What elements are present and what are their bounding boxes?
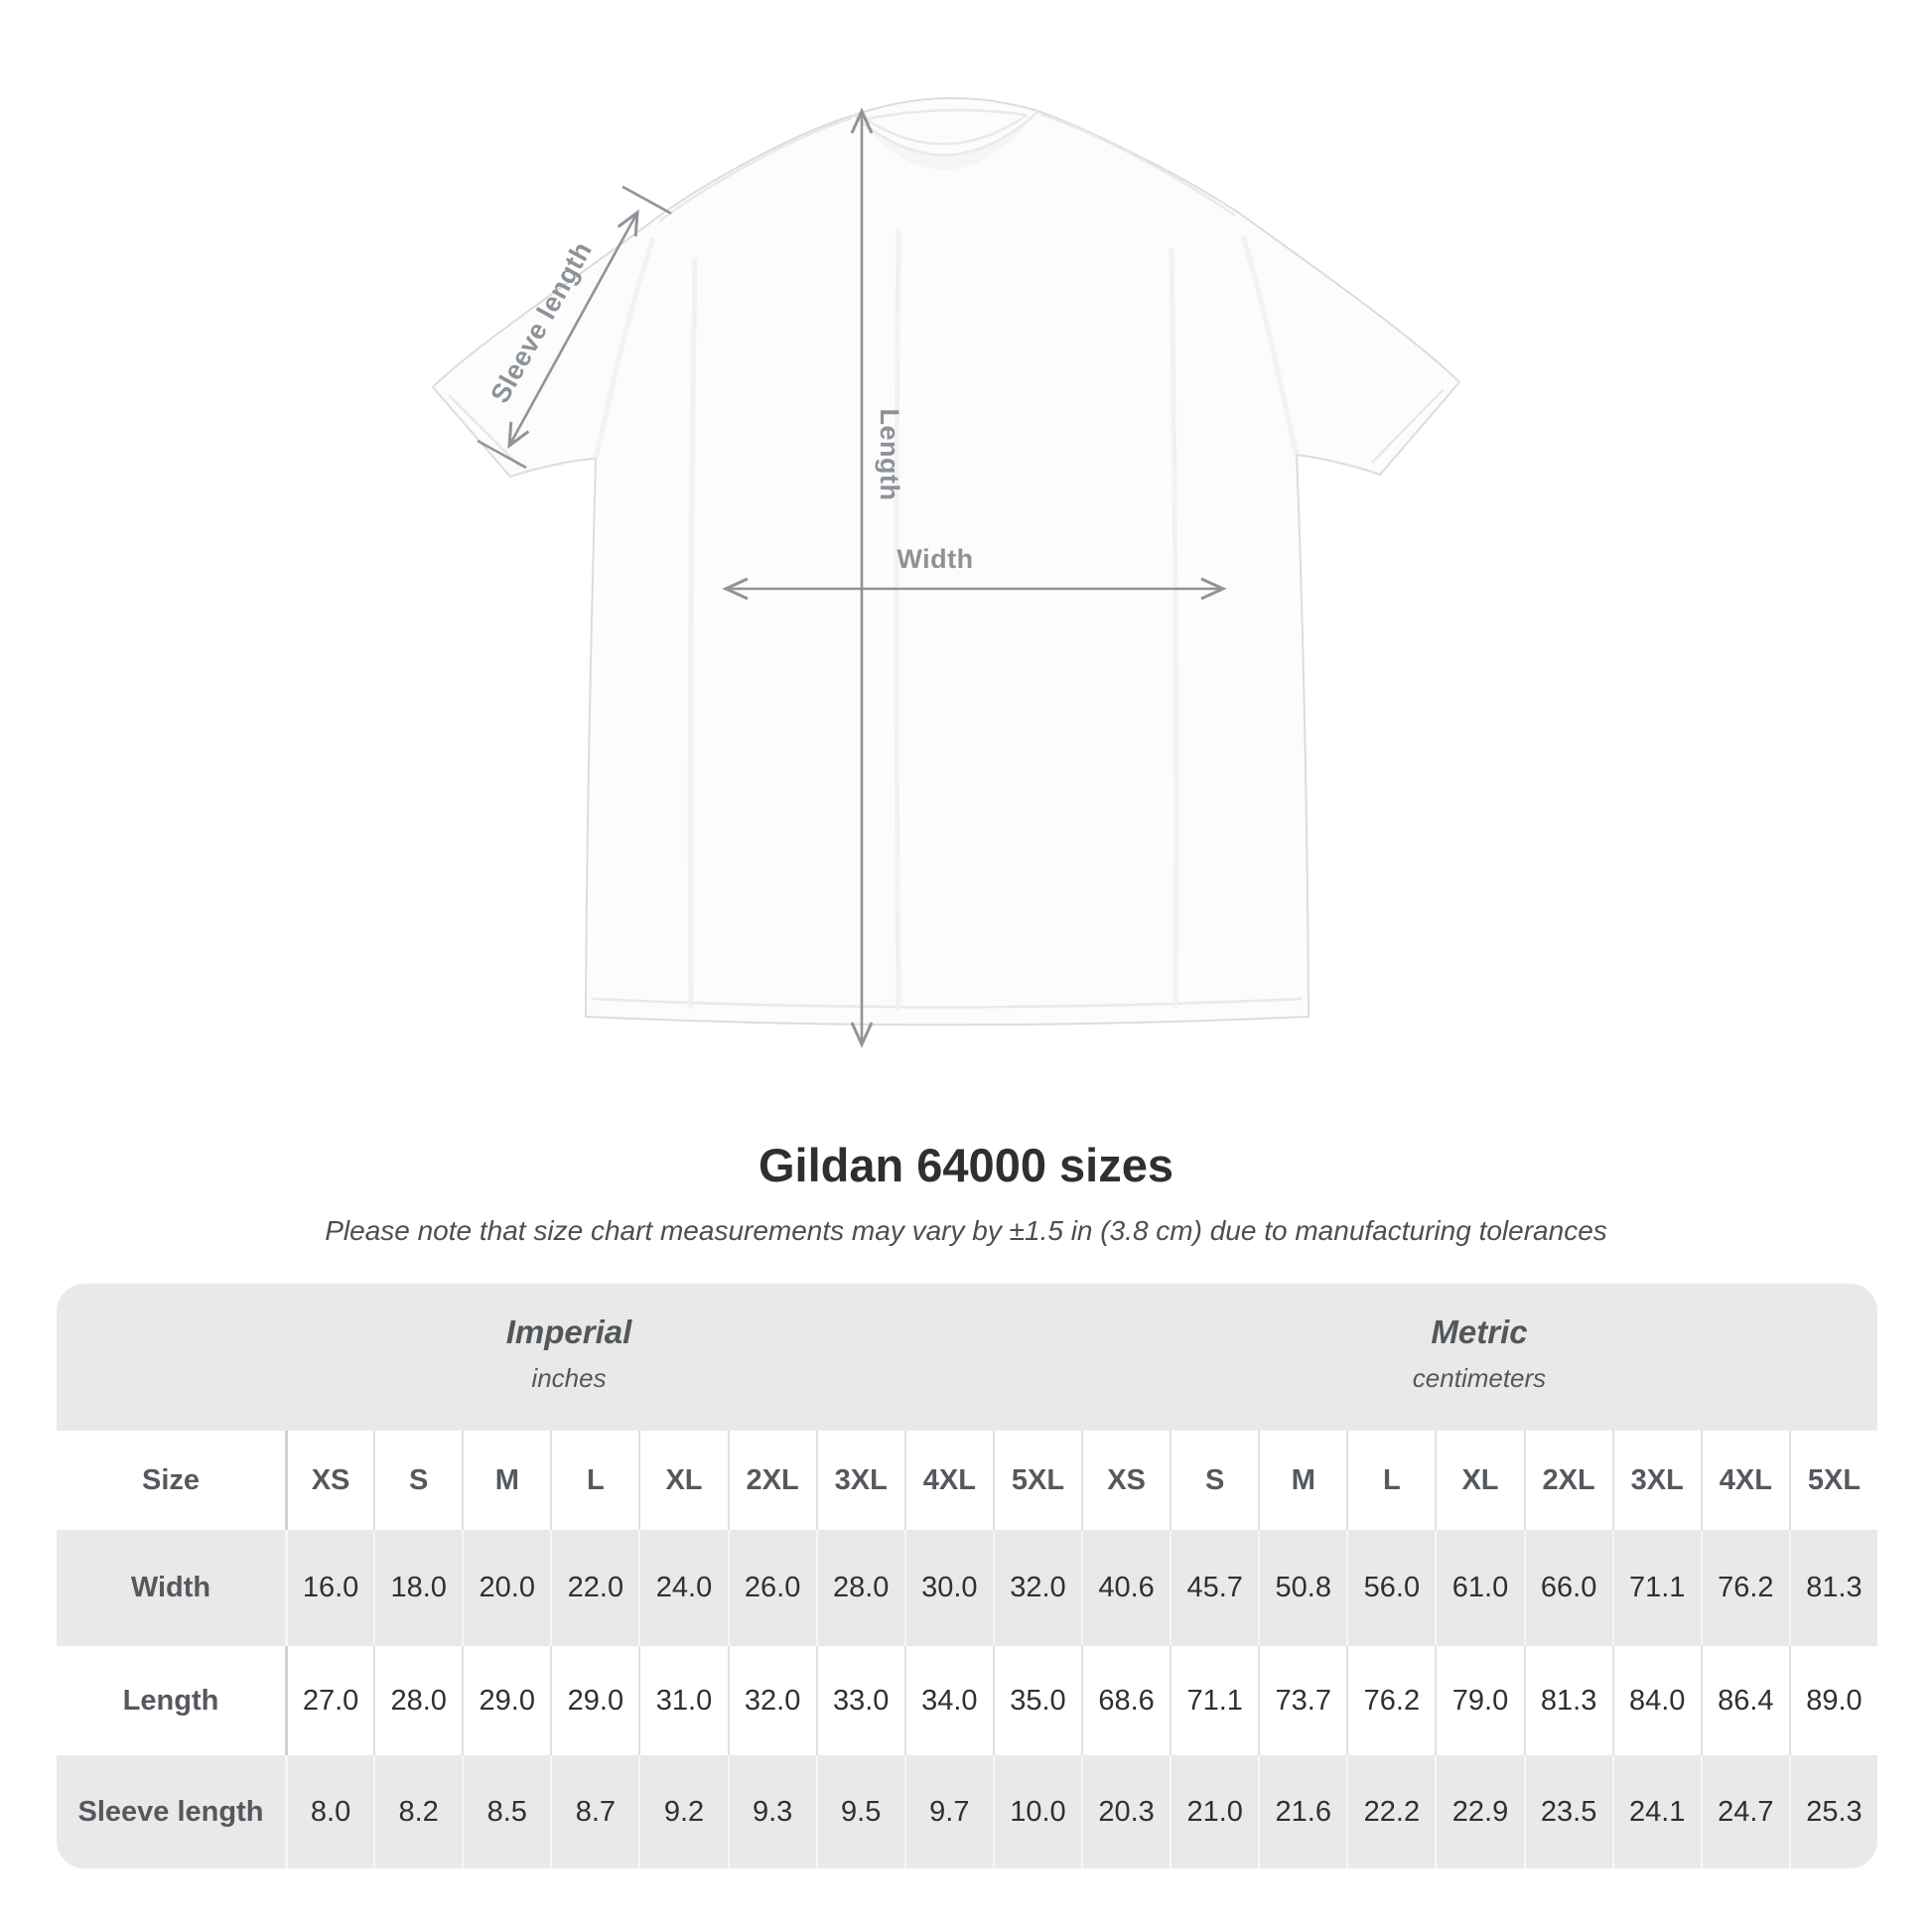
size-col-header: 4XL [904, 1431, 993, 1530]
size-col-header: XS [1081, 1431, 1170, 1530]
unit-group-unit: centimeters [1412, 1362, 1547, 1393]
size-header-row [57, 1431, 1877, 1530]
width-row [57, 1530, 1877, 1646]
sleeve-length-row [57, 1755, 1877, 1868]
value-cell: 76.2 [1346, 1646, 1435, 1755]
size-col-header: L [550, 1431, 638, 1530]
size-col-header: 5XL [1789, 1431, 1877, 1530]
value-cell: 86.4 [1701, 1646, 1789, 1755]
value-cell: 89.0 [1789, 1646, 1877, 1755]
unit-group-name: Imperial [505, 1312, 632, 1350]
size-col-header: 2XL [1524, 1431, 1612, 1530]
value-cell: 31.0 [638, 1646, 727, 1755]
size-col-header: M [1258, 1431, 1346, 1530]
row-label: Length [122, 1684, 219, 1717]
value-cell: 71.1 [1170, 1646, 1258, 1755]
row-label: Sleeve length [77, 1795, 264, 1828]
value-cell: 81.3 [1789, 1530, 1877, 1646]
value-cell: 9.2 [638, 1755, 727, 1868]
value-cell: 20.0 [462, 1530, 550, 1646]
value-cell: 28.0 [816, 1530, 904, 1646]
size-col-header: 2XL [728, 1431, 816, 1530]
value-cell: 71.1 [1612, 1530, 1701, 1646]
sleeve-length-label: Sleeve length [484, 236, 599, 408]
size-header-label: Size [141, 1463, 201, 1496]
size-col-header: XS [285, 1431, 373, 1530]
value-cell: 84.0 [1612, 1646, 1701, 1755]
length-row [57, 1646, 1877, 1755]
value-cell: 8.7 [550, 1755, 638, 1868]
sleeve-length-cap-top [622, 187, 671, 213]
value-cell: 50.8 [1258, 1530, 1346, 1646]
value-cell: 22.9 [1435, 1755, 1523, 1868]
value-cell: 25.3 [1789, 1755, 1877, 1868]
fabric-crease [897, 228, 898, 1011]
value-cell: 10.0 [993, 1755, 1081, 1868]
value-cell: 32.0 [728, 1646, 816, 1755]
value-cell: 8.2 [373, 1755, 462, 1868]
value-cell: 22.2 [1346, 1755, 1435, 1868]
unit-group-metric [1081, 1284, 1877, 1431]
size-col-header: 4XL [1701, 1431, 1789, 1530]
value-cell: 29.0 [550, 1646, 638, 1755]
value-cell: 24.1 [1612, 1755, 1701, 1868]
value-cell: 26.0 [728, 1530, 816, 1646]
value-cell: 66.0 [1524, 1530, 1612, 1646]
value-cell: 24.0 [638, 1530, 727, 1646]
value-cell: 21.6 [1258, 1755, 1346, 1868]
value-cell: 76.2 [1701, 1530, 1789, 1646]
size-table [57, 1284, 1877, 1868]
value-cell: 40.6 [1081, 1530, 1170, 1646]
value-cell: 73.7 [1258, 1646, 1346, 1755]
unit-group-name: Metric [1431, 1312, 1528, 1350]
page-title: Gildan 64000 sizes [758, 1139, 1174, 1191]
size-col-header: 5XL [993, 1431, 1081, 1530]
value-cell: 45.7 [1170, 1530, 1258, 1646]
value-cell: 61.0 [1435, 1530, 1523, 1646]
value-cell: 28.0 [373, 1646, 462, 1755]
value-cell: 68.6 [1081, 1646, 1170, 1755]
value-cell: 20.3 [1081, 1755, 1170, 1868]
size-col-header: M [462, 1431, 550, 1530]
value-cell: 8.5 [462, 1755, 550, 1868]
value-cell: 79.0 [1435, 1646, 1523, 1755]
row-label: Width [130, 1572, 211, 1603]
value-cell: 24.7 [1701, 1755, 1789, 1868]
value-cell: 8.0 [285, 1755, 373, 1868]
size-col-header: S [373, 1431, 462, 1530]
value-cell: 16.0 [285, 1530, 373, 1646]
value-cell: 27.0 [285, 1646, 373, 1755]
unit-group-imperial [57, 1284, 1081, 1431]
value-cell: 35.0 [993, 1646, 1081, 1755]
value-cell: 33.0 [816, 1646, 904, 1755]
value-cell: 9.7 [904, 1755, 993, 1868]
size-col-header: XL [638, 1431, 727, 1530]
size-col-header: 3XL [816, 1431, 904, 1530]
size-col-header: L [1346, 1431, 1435, 1530]
unit-group-unit: inches [531, 1362, 607, 1393]
value-cell: 30.0 [904, 1530, 993, 1646]
size-col-header: S [1170, 1431, 1258, 1530]
value-cell: 9.5 [816, 1755, 904, 1868]
width-label: Width [897, 544, 974, 574]
value-cell: 18.0 [373, 1530, 462, 1646]
unit-header-row [57, 1284, 1877, 1431]
value-cell: 81.3 [1524, 1646, 1612, 1755]
value-cell: 34.0 [904, 1646, 993, 1755]
value-cell: 32.0 [993, 1530, 1081, 1646]
size-col-header: 3XL [1612, 1431, 1701, 1530]
size-col-header: XL [1435, 1431, 1523, 1530]
length-label: Length [875, 408, 904, 501]
page-subtitle: Please note that size chart measurements may vary by ±1.5 in (3.8 cm) due to manufacturing tolerances [325, 1215, 1607, 1246]
value-cell: 56.0 [1346, 1530, 1435, 1646]
value-cell: 23.5 [1524, 1755, 1612, 1868]
value-cell: 22.0 [550, 1530, 638, 1646]
value-cell: 29.0 [462, 1646, 550, 1755]
value-cell: 9.3 [728, 1755, 816, 1868]
value-cell: 21.0 [1170, 1755, 1258, 1868]
